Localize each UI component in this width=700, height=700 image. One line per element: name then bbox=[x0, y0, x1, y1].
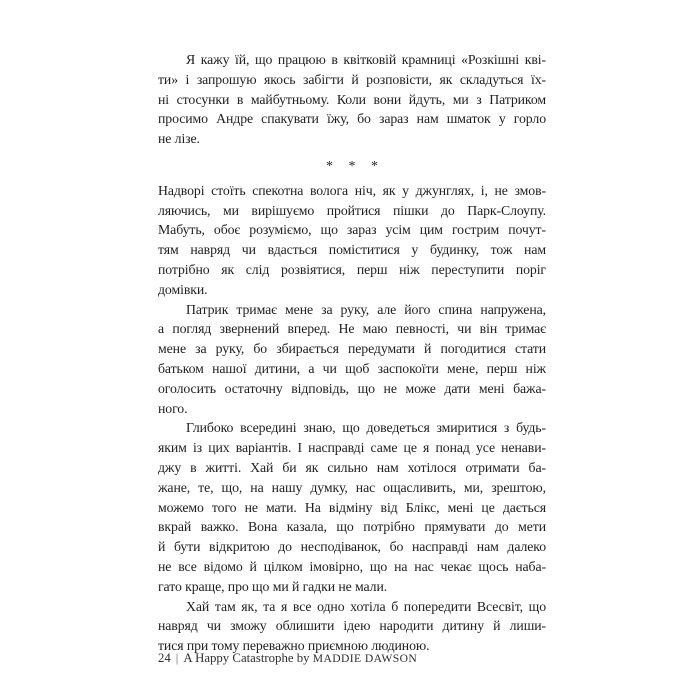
text-line: можемо того не мати. На відміну від Блікс, мені це дається bbox=[158, 499, 546, 515]
text-line: Глибоко всередині знаю, що доведеться змиритися з будь- bbox=[186, 420, 546, 436]
text-line: а погляд звернений вперед. Не маю певності, чи він тримає bbox=[158, 321, 546, 337]
text-line: просимо Андре спакувати їжу, бо зараз нам шматок у горло bbox=[158, 111, 546, 127]
text-line: ти» і запрошую якось забігти й розповісти, як складуться їх- bbox=[158, 71, 546, 87]
text-line: домівки. bbox=[158, 281, 208, 297]
text-line: вкрай важко. Вона казала, що потрібно прямувати до мети bbox=[158, 519, 546, 535]
author-name: MADDIE DAWSON bbox=[312, 652, 418, 665]
text-line: навряд чи зможу облишити ідею народити дитину й лиши- bbox=[158, 618, 546, 634]
footer-divider: | bbox=[175, 651, 179, 665]
paragraph bbox=[158, 418, 546, 596]
text-line: ного. bbox=[158, 400, 188, 416]
text-line: й бути відкритою до несподіванок, бо насправді нам далеко bbox=[158, 539, 546, 555]
page-text bbox=[158, 50, 546, 656]
text-line: мене за руку, бо збирається передумати й погодитися стати bbox=[158, 341, 546, 357]
text-line: ні стосунки в майбутньому. Коли вони йдуть, ми з Патриком bbox=[158, 91, 546, 107]
text-line: не все відомо й цілком імовірно, що на нас чекає щось наба- bbox=[158, 558, 546, 574]
page-footer bbox=[158, 651, 546, 666]
text-line: батьком нашої дитини, а чи щоб заспокоїти мене, перш ніж bbox=[158, 360, 546, 376]
text-line: гато краще, про що ми й гадки не мали. bbox=[158, 578, 388, 594]
text-line: Хай там як, та я все одно хотіла б попередити Всесвіт, що bbox=[186, 598, 546, 614]
paragraph bbox=[158, 300, 546, 419]
paragraph bbox=[158, 597, 546, 656]
text-line: Я кажу їй, що працюю в квітковій крамниці «Розкішні кві- bbox=[186, 52, 546, 67]
section-separator: * * * bbox=[326, 158, 384, 174]
text-line: яким із цих варіантів. І насправді саме це я понад усе ненави- bbox=[158, 440, 546, 456]
text-line: не лізе. bbox=[158, 131, 200, 147]
page-number: 24 bbox=[158, 651, 171, 665]
text-line: Мабуть, обоє розуміємо, що зараз усім цим гострим почут- bbox=[158, 222, 546, 238]
by-label: by bbox=[296, 651, 310, 665]
text-line: джу в житті. Хай би як сильно нам хотілося отримати ба- bbox=[158, 459, 546, 475]
text-line: жане, те, що, на нашу думку, нас ощасливить, ми, зрештою, bbox=[158, 479, 546, 495]
text-line: тям навряд чи вдасться поміститися у будинку, тож нам bbox=[158, 242, 546, 258]
text-line: Патрик тримає мене за руку, але його спина напружена, bbox=[186, 301, 546, 317]
text-line: Надворі стоїть спекотна волога ніч, як у джунглях, і, не змов- bbox=[158, 182, 546, 198]
text-line: ляючись, ми вирішуємо пройтися пішки до Парк-Слоупу. bbox=[158, 202, 546, 218]
text-line: тися при тому переважно приємною людиною. bbox=[158, 638, 430, 654]
book-title: A Happy Catastrophe bbox=[183, 651, 294, 665]
text-line: оголосить остаточну відповідь, що не може дати мені бажа- bbox=[158, 380, 546, 396]
text-line: потрібно як слід розвіятися, перш ніж переступити поріг bbox=[158, 261, 546, 277]
paragraph bbox=[158, 181, 546, 300]
paragraph bbox=[158, 50, 546, 149]
